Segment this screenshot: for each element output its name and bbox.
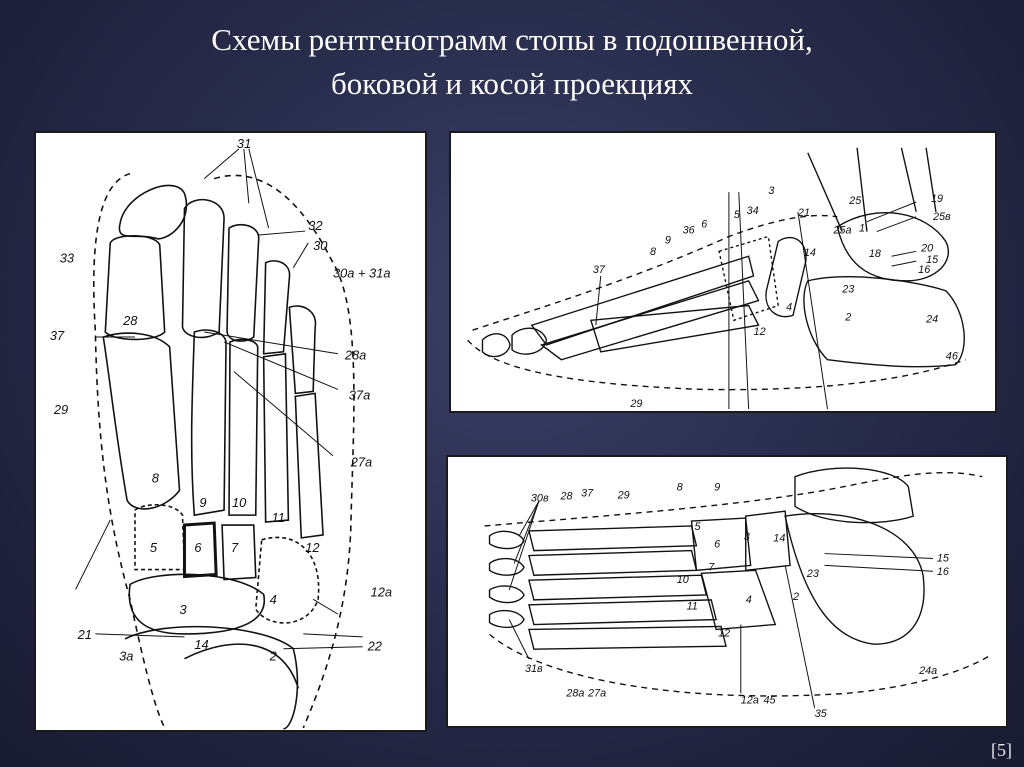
label-3: 3 xyxy=(768,185,775,198)
label-10: 10 xyxy=(231,495,247,511)
label-12: 12 xyxy=(753,326,766,339)
plantar-foot-drawing xyxy=(36,133,425,730)
label-6: 6 xyxy=(194,539,202,555)
label-12: 12 xyxy=(305,539,320,555)
label-45: 45 xyxy=(763,694,776,707)
label-28: 28 xyxy=(123,313,138,329)
label-33: 33 xyxy=(59,250,75,266)
label-30: 30 xyxy=(313,237,328,253)
label-3: 3 xyxy=(179,602,187,618)
title-line-1: Схемы рентгенограмм стопы в подошвенной, xyxy=(211,22,813,57)
label-14: 14 xyxy=(194,636,209,652)
label-29: 29 xyxy=(630,398,643,411)
lateral-projection-diagram xyxy=(449,131,997,413)
label-8: 8 xyxy=(676,481,683,494)
label-34: 34 xyxy=(746,204,759,217)
label-16: 16 xyxy=(936,566,949,579)
label-5: 5 xyxy=(694,520,701,533)
label-1: 1 xyxy=(859,222,866,235)
label-14: 14 xyxy=(803,247,816,260)
label-2: 2 xyxy=(845,311,852,324)
label-37: 37 xyxy=(592,263,605,276)
label-12a: 12а xyxy=(740,694,759,707)
label-25: 25 xyxy=(849,194,862,207)
label-14: 14 xyxy=(773,532,786,545)
label-28a: 28а xyxy=(344,347,367,363)
label-27a: 27а xyxy=(588,687,607,700)
label-4: 4 xyxy=(786,301,793,314)
label-23: 23 xyxy=(842,283,855,296)
label-10: 10 xyxy=(676,574,689,587)
label-6: 6 xyxy=(714,538,721,551)
label-22: 22 xyxy=(367,638,382,654)
oblique-labels xyxy=(525,482,950,721)
label-4: 4 xyxy=(745,593,752,606)
label-37a: 37а xyxy=(348,387,371,403)
label-31: 31 xyxy=(236,135,252,151)
label-28a: 28а xyxy=(566,687,585,700)
plantar-labels xyxy=(50,136,392,664)
label-36: 36 xyxy=(682,224,695,237)
label-19: 19 xyxy=(931,193,944,206)
slide-footnote: [5] xyxy=(991,740,1012,760)
oblique-foot-drawing xyxy=(448,457,1006,726)
label-27a: 27а xyxy=(350,454,373,470)
label-15: 15 xyxy=(926,254,939,267)
lateral-foot-drawing xyxy=(451,133,995,411)
label-24a: 24а xyxy=(919,664,938,677)
label-3a: 3а xyxy=(119,648,134,664)
label-35: 35 xyxy=(814,708,827,721)
slide-title xyxy=(0,18,1024,106)
label-6: 6 xyxy=(701,218,708,231)
plantar-projection-diagram xyxy=(34,131,427,732)
title-line-2: боковой и косой проекциях xyxy=(331,66,693,101)
label-12a: 12а xyxy=(370,584,393,600)
label-30a-31a: 30а + 31а xyxy=(332,265,391,281)
label-20: 20 xyxy=(921,242,934,255)
label-4: 4 xyxy=(269,592,277,608)
label-9: 9 xyxy=(664,234,671,247)
label-15: 15 xyxy=(936,552,949,565)
label-8: 8 xyxy=(151,470,159,486)
label-5: 5 xyxy=(149,539,157,555)
label-8: 8 xyxy=(650,246,657,259)
label-9: 9 xyxy=(714,481,721,494)
oblique-projection-diagram xyxy=(446,455,1008,728)
label-7: 7 xyxy=(708,561,715,574)
label-5: 5 xyxy=(733,208,740,221)
label-18: 18 xyxy=(868,248,881,261)
label-16: 16 xyxy=(918,263,931,276)
label-28: 28 xyxy=(560,490,573,503)
label-32: 32 xyxy=(308,218,323,234)
label-11: 11 xyxy=(271,510,285,526)
label-25v: 25в xyxy=(932,210,951,223)
label-37: 37 xyxy=(49,327,65,343)
label-23: 23 xyxy=(806,568,819,581)
label-29: 29 xyxy=(617,489,630,502)
label-21: 21 xyxy=(77,626,92,642)
label-7: 7 xyxy=(230,539,239,555)
label-11: 11 xyxy=(686,600,698,613)
label-2: 2 xyxy=(793,590,800,603)
label-2: 2 xyxy=(269,648,277,664)
label-3: 3 xyxy=(743,530,750,543)
label-29: 29 xyxy=(53,402,69,418)
label-31v: 31в xyxy=(525,662,543,675)
label-25a: 25а xyxy=(833,224,852,237)
label-37: 37 xyxy=(581,487,594,500)
label-21: 21 xyxy=(797,206,810,219)
label-12: 12 xyxy=(718,627,731,640)
label-30v: 30в xyxy=(530,492,549,505)
label-9: 9 xyxy=(199,495,207,511)
label-24: 24 xyxy=(926,313,939,326)
label-46: 46 xyxy=(945,350,958,363)
